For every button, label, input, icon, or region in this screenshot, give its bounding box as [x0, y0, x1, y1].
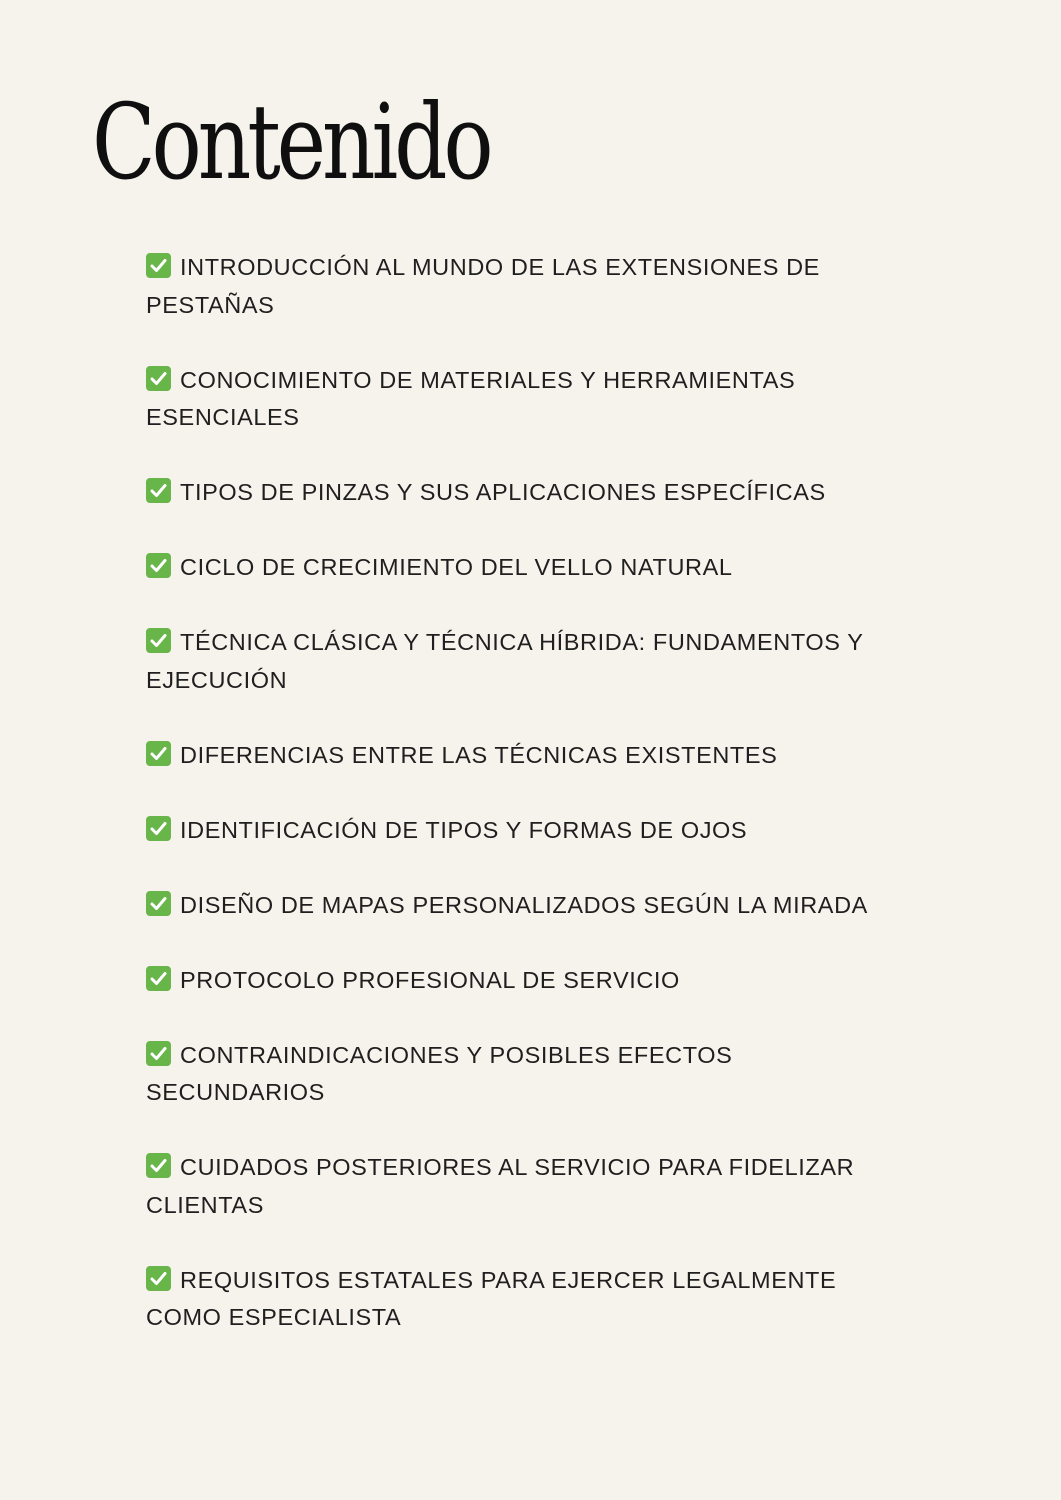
list-item-label: TÉCNICA CLÁSICA Y TÉCNICA HÍBRIDA: FUNDAMENTOS Y EJECUCIÓN: [146, 629, 864, 693]
check-mark-button-icon: [146, 966, 171, 991]
check-mark-button-icon: [146, 553, 171, 578]
contents-list: [146, 249, 906, 1374]
list-item: [146, 1262, 906, 1337]
list-item: [146, 624, 906, 699]
list-item: [146, 249, 906, 324]
check-mark-button-icon: [146, 741, 171, 766]
list-item-label: DIFERENCIAS ENTRE LAS TÉCNICAS EXISTENTES: [180, 741, 778, 768]
list-item-label: CONOCIMIENTO DE MATERIALES Y HERRAMIENTAS ESENCIALES: [146, 366, 796, 430]
check-mark-button-icon: [146, 478, 171, 503]
list-item-label: DISEÑO DE MAPAS PERSONALIZADOS SEGÚN LA MIRADA: [180, 891, 868, 918]
list-item-label: REQUISITOS ESTATALES PARA EJERCER LEGALMENTE COMO ESPECIALISTA: [146, 1266, 837, 1330]
list-item: [146, 887, 906, 925]
check-mark-button-icon: [146, 628, 171, 653]
list-item: [146, 737, 906, 775]
list-item-label: CICLO DE CRECIMIENTO DEL VELLO NATURAL: [180, 554, 733, 580]
check-mark-button-icon: [146, 1041, 171, 1066]
check-mark-button-icon: [146, 1153, 171, 1178]
page-title: Contenido: [92, 81, 490, 203]
list-item: [146, 812, 906, 850]
list-item-label: IDENTIFICACIÓN DE TIPOS Y FORMAS DE OJOS: [180, 816, 748, 843]
check-mark-button-icon: [146, 366, 171, 391]
list-item: [146, 362, 906, 437]
list-item: [146, 1149, 906, 1224]
list-item: [146, 474, 906, 512]
list-item: [146, 549, 906, 587]
list-item-label: CUIDADOS POSTERIORES AL SERVICIO PARA FIDELIZAR CLIENTAS: [146, 1154, 855, 1218]
check-mark-button-icon: [146, 1266, 171, 1291]
list-item-label: TIPOS DE PINZAS Y SUS APLICACIONES ESPECÍFICAS: [180, 479, 826, 505]
check-mark-button-icon: [146, 891, 171, 916]
list-item: [146, 962, 906, 1000]
list-item: [146, 1037, 906, 1112]
list-item-label: INTRODUCCIÓN AL MUNDO DE LAS EXTENSIONES DE PESTAÑAS: [146, 254, 820, 318]
list-item-label: CONTRAINDICACIONES Y POSIBLES EFECTOS SECUNDARIOS: [146, 1041, 733, 1105]
check-mark-button-icon: [146, 816, 171, 841]
list-item-label: PROTOCOLO PROFESIONAL DE SERVICIO: [180, 966, 680, 993]
check-mark-button-icon: [146, 253, 171, 278]
